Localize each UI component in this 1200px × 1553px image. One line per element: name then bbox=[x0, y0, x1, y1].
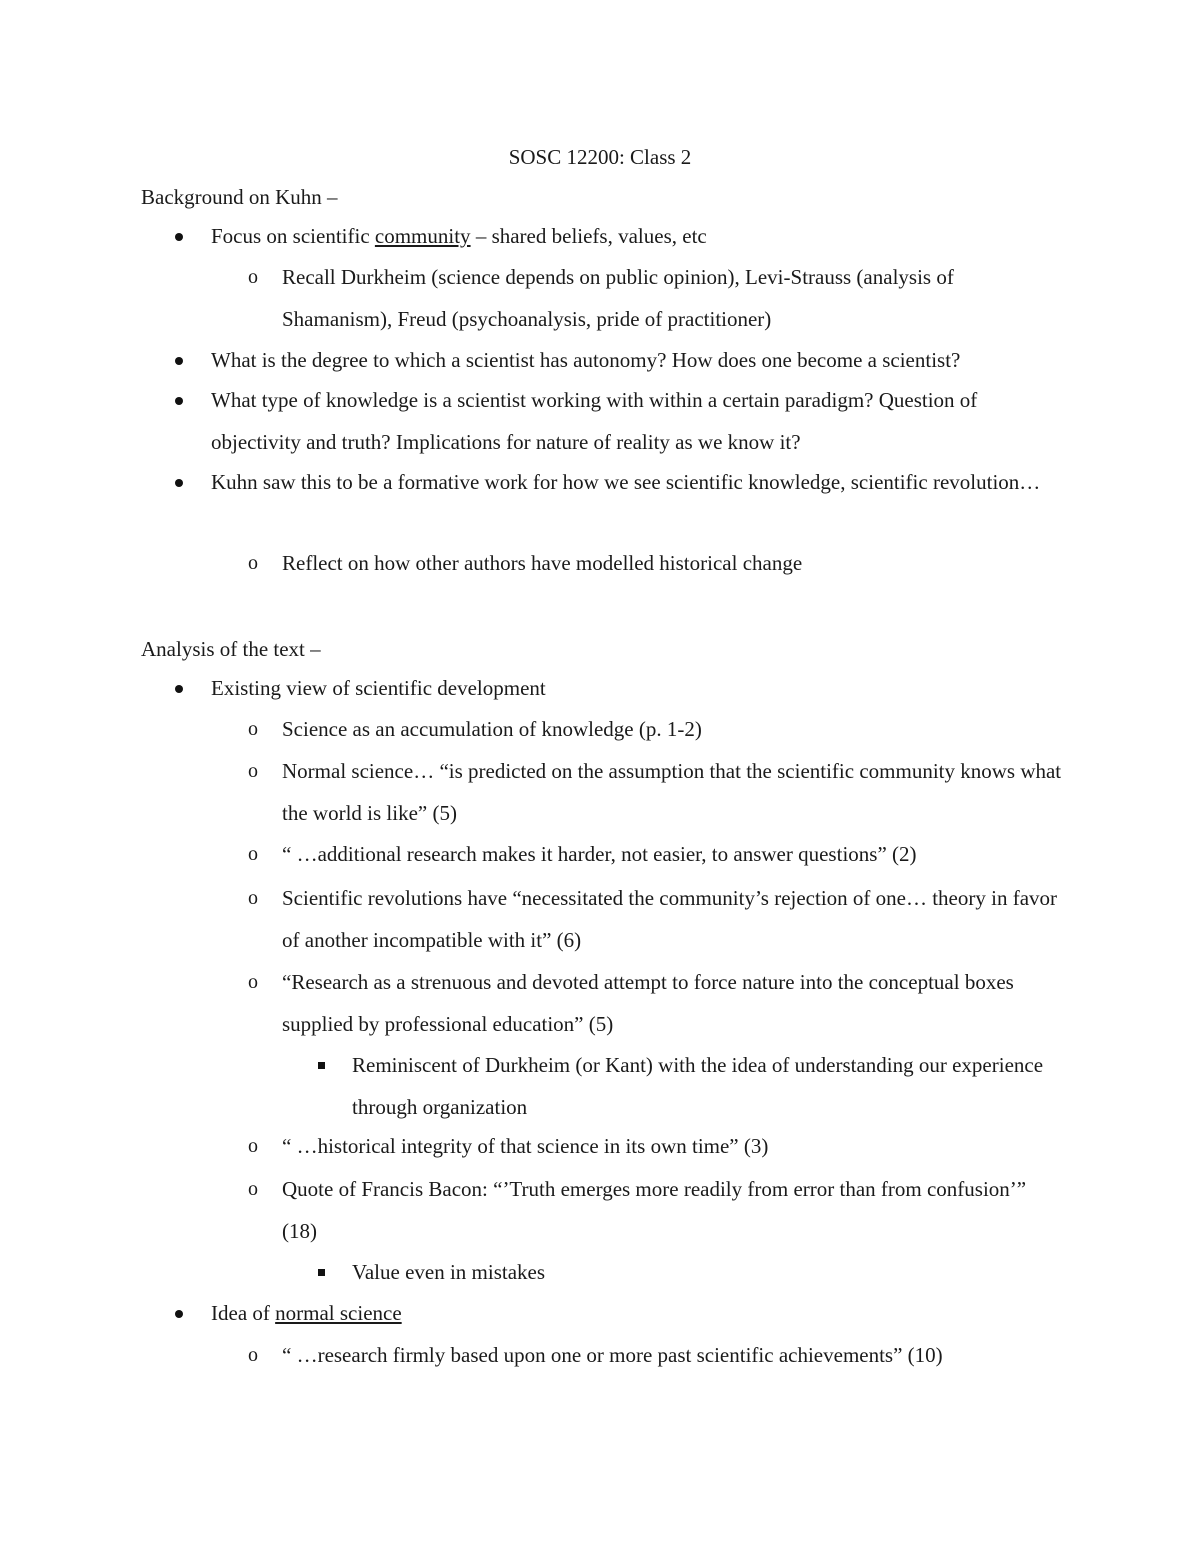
list-item bbox=[211, 668, 1061, 710]
circle-bullet-icon: o bbox=[248, 971, 258, 993]
list-item bbox=[248, 1169, 1062, 1252]
list-item-text: Focus on scientific community – shared beliefs, values, etc bbox=[211, 224, 707, 248]
section-heading-analysis: Analysis of the text – bbox=[141, 637, 321, 661]
list-item bbox=[211, 462, 1061, 504]
list-item-text: Idea of normal science bbox=[211, 1301, 402, 1325]
circle-bullet-icon: o bbox=[248, 552, 258, 574]
circle-bullet-icon: o bbox=[248, 1135, 258, 1157]
list-item-text: What is the degree to which a scientist has autonomy? How does one become a scientist? bbox=[211, 348, 961, 372]
circle-bullet-icon: o bbox=[248, 718, 258, 740]
list-item bbox=[248, 709, 1062, 751]
circle-bullet-icon: o bbox=[248, 887, 258, 909]
list-item-text: What type of knowledge is a scientist working with within a certain paradigm? Question of objectivity and truth? Implications for nature of reality as we know it? bbox=[211, 388, 978, 454]
underlined-term: normal science bbox=[275, 1301, 402, 1325]
list-item-text: Normal science… “is predicted on the assumption that the scientific community knows what the world is like” (5) bbox=[282, 759, 1062, 825]
underlined-term: community bbox=[374, 224, 471, 248]
list-item bbox=[211, 340, 1061, 382]
list-item bbox=[248, 1126, 1062, 1168]
list-item bbox=[248, 962, 1062, 1045]
list-item bbox=[248, 751, 1062, 834]
document-title: SOSC 12200: Class 2 bbox=[508, 145, 692, 169]
list-item-text: Reflect on how other authors have modelled historical change bbox=[282, 551, 803, 575]
list-item bbox=[352, 1045, 1052, 1128]
list-item-text: Recall Durkheim (science depends on public opinion), Levi-Strauss (analysis of Shamanism), Freud (psychoanalysis, pride of practitioner) bbox=[282, 265, 954, 331]
list-item-text: Scientific revolutions have “necessitated the community’s rejection of one… theory in favor of another incompatible with it” (6) bbox=[282, 886, 1058, 952]
bullet-icon bbox=[175, 462, 183, 504]
bullet-icon bbox=[175, 1293, 183, 1335]
list-item bbox=[248, 257, 1062, 340]
list-item-text: Quote of Francis Bacon: “’Truth emerges more readily from error than from confusion’” (18) bbox=[282, 1177, 1027, 1243]
list-item bbox=[211, 1293, 1061, 1335]
circle-bullet-icon: o bbox=[248, 843, 258, 865]
square-bullet-icon bbox=[318, 1252, 325, 1294]
list-item bbox=[248, 1335, 1062, 1377]
circle-bullet-icon: o bbox=[248, 1178, 258, 1200]
section-heading-background: Background on Kuhn – bbox=[141, 185, 338, 209]
list-item bbox=[352, 1252, 1052, 1294]
list-item bbox=[248, 543, 1062, 585]
list-item-text: “ …historical integrity of that science in its own time” (3) bbox=[282, 1134, 769, 1158]
list-item-text: “ …additional research makes it harder, not easier, to answer questions” (2) bbox=[282, 842, 917, 866]
circle-bullet-icon: o bbox=[248, 266, 258, 288]
list-item bbox=[211, 380, 1061, 463]
bullet-icon bbox=[175, 340, 183, 382]
bullet-icon bbox=[175, 380, 183, 422]
list-item-text: Existing view of scientific development bbox=[211, 676, 546, 700]
circle-bullet-icon: o bbox=[248, 1344, 258, 1366]
list-item bbox=[248, 834, 1062, 876]
square-bullet-icon bbox=[318, 1045, 325, 1087]
bullet-icon bbox=[175, 668, 183, 710]
list-item-text: Science as an accumulation of knowledge (p. 1-2) bbox=[282, 717, 702, 741]
bullet-icon bbox=[175, 216, 183, 258]
circle-bullet-icon: o bbox=[248, 760, 258, 782]
list-item-text: Value even in mistakes bbox=[352, 1260, 546, 1284]
list-item-text: Reminiscent of Durkheim (or Kant) with the idea of understanding our experience through organization bbox=[352, 1053, 1044, 1119]
list-item bbox=[211, 216, 1061, 258]
list-item-text: “ …research firmly based upon one or more past scientific achievements” (10) bbox=[282, 1343, 943, 1367]
list-item bbox=[248, 878, 1062, 961]
list-item-text: Kuhn saw this to be a formative work for how we see scientific knowledge, scientific revolution… bbox=[211, 470, 1041, 494]
list-item-text: “Research as a strenuous and devoted attempt to force nature into the conceptual boxes supplied by professional education” (5) bbox=[282, 970, 1014, 1036]
